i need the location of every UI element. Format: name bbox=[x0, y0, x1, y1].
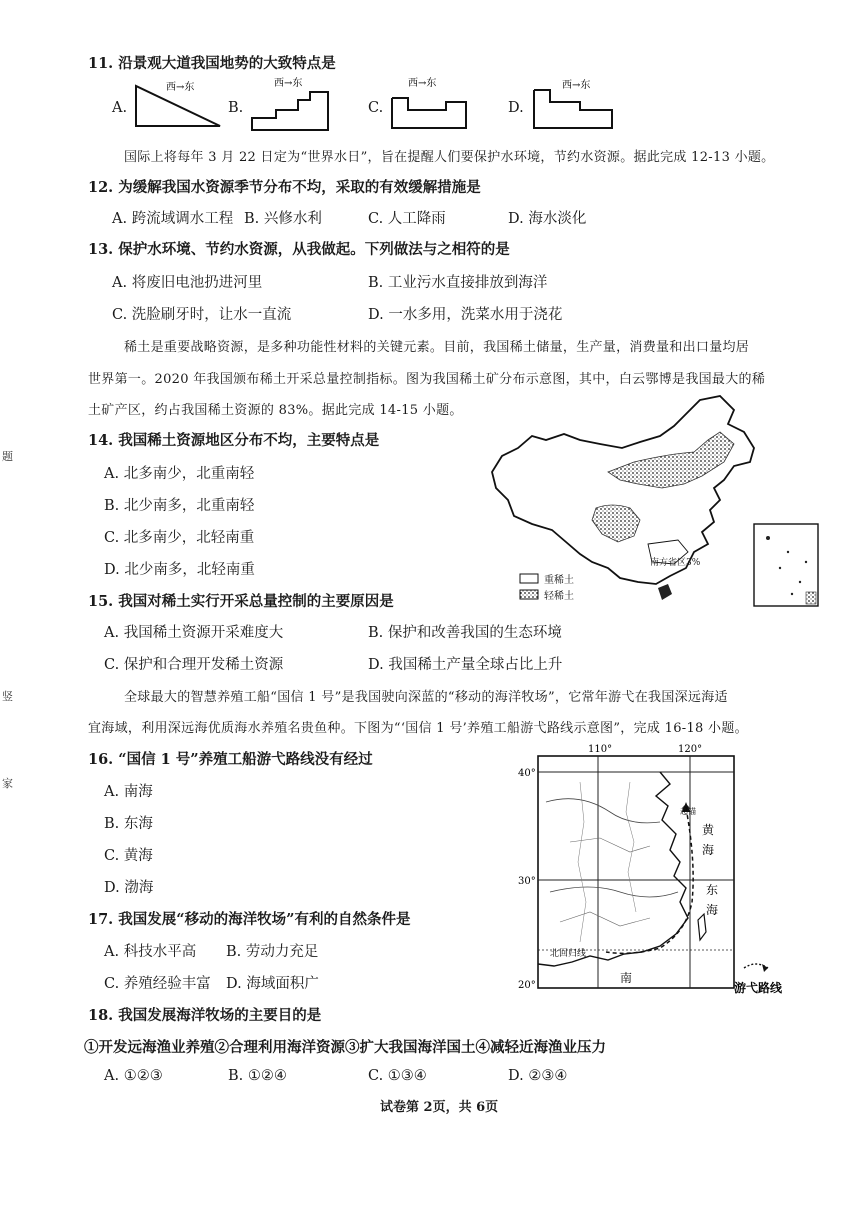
q15-option-a: A. 我国稀土资源开采难度大 bbox=[104, 625, 284, 641]
anchor-label: 起锚 bbox=[680, 807, 696, 816]
q13-option-d: D. 一水多用，洗菜水用于浇花 bbox=[368, 307, 563, 323]
question-15-stem: 15. 我国对稀土实行开采总量控制的主要原因是 bbox=[88, 593, 394, 610]
q17-option-a: A. 科技水平高 bbox=[104, 944, 197, 960]
q11-profile-c bbox=[388, 74, 474, 134]
china-rare-earth-map bbox=[488, 392, 826, 614]
q16-option-d: D. 渤海 bbox=[104, 880, 154, 896]
q11-dir-label: 西→东 bbox=[408, 78, 437, 89]
hainan-island bbox=[658, 584, 672, 600]
q17-option-d: D. 海域面积广 bbox=[226, 976, 319, 992]
guoxin-route-map bbox=[510, 742, 794, 998]
q17-option-b: B. 劳动力充足 bbox=[226, 944, 319, 960]
q13-option-a: A. 将废旧电池扔进河里 bbox=[112, 275, 263, 291]
passage-rare-earth-line2: 世界第一。2020 年我国颁布稀土开采总量控制指标。图为我国稀土矿分布示意图，其中，白云鄂博是我国最大的稀 bbox=[88, 372, 766, 387]
legend-heavy-swatch bbox=[520, 574, 538, 583]
question-18-stem: 18. 我国发展海洋牧场的主要目的是 bbox=[88, 1007, 322, 1024]
q12-option-a: A. 跨流域调水工程 bbox=[112, 211, 234, 227]
lat-label-40: 40° bbox=[518, 768, 536, 779]
q18-option-b: B. ①②④ bbox=[228, 1068, 287, 1084]
question-12-stem: 12. 为缓解我国水资源季节分布不均，采取的有效缓解措施是 bbox=[88, 179, 481, 196]
q11-dir-label: 西→东 bbox=[274, 78, 303, 89]
q15-option-d: D. 我国稀土产量全球占比上升 bbox=[368, 657, 563, 673]
q14-option-d: D. 北少南多，北轻南重 bbox=[104, 562, 255, 578]
lat-label-20: 20° bbox=[518, 980, 536, 991]
south-province-label: 南方省区3% bbox=[650, 558, 701, 568]
china-outline bbox=[492, 396, 754, 584]
passage-rare-earth-line1: 稀土是重要战略资源，是多种功能性材料的关键元素。目前，我国稀土储量，生产量，消费量和出口量均居 bbox=[124, 340, 750, 355]
q16-option-b: B. 东海 bbox=[104, 816, 153, 832]
q12-option-c: C. 人工降雨 bbox=[368, 211, 446, 227]
q17-option-c: C. 养殖经验丰富 bbox=[104, 976, 211, 992]
q11-profile-b bbox=[246, 74, 336, 134]
route-legend-label: 游弋路线 bbox=[734, 981, 783, 995]
q14-option-c: C. 北多南少，北轻南重 bbox=[104, 530, 255, 546]
q16-option-c: C. 黄海 bbox=[104, 848, 153, 864]
q18-option-a: A. ①②③ bbox=[104, 1068, 163, 1084]
q11-dir-label: 西→东 bbox=[166, 82, 195, 93]
margin-mark: 题 bbox=[2, 450, 13, 463]
question-14-stem: 14. 我国稀土资源地区分布不均，主要特点是 bbox=[88, 432, 380, 449]
q18-option-d: D. ②③④ bbox=[508, 1068, 568, 1084]
q11-profile-d bbox=[528, 72, 618, 134]
q11-option-c-label: C. bbox=[368, 100, 384, 116]
sea-label-dong: 东 bbox=[706, 883, 719, 897]
q15-option-c: C. 保护和合理开发稀土资源 bbox=[104, 657, 284, 673]
question-13-stem: 13. 保护水环境、节约水资源，从我做起。下列做法与之相符的是 bbox=[88, 241, 510, 258]
q12-option-b: B. 兴修水利 bbox=[244, 211, 322, 227]
q13-option-b: B. 工业污水直接排放到海洋 bbox=[368, 275, 548, 291]
q11-option-d-label: D. bbox=[508, 100, 524, 116]
sea-label-hai1: 海 bbox=[702, 843, 715, 857]
lon-label-110: 110° bbox=[588, 744, 613, 755]
q11-profile-a bbox=[132, 76, 224, 132]
sea-label-hai2: 海 bbox=[706, 903, 719, 917]
margin-mark: 竖 bbox=[2, 690, 13, 703]
q15-option-b: B. 保护和改善我国的生态环境 bbox=[368, 625, 562, 641]
sea-label-huang: 黄 bbox=[702, 823, 715, 837]
lat-label-30: 30° bbox=[518, 876, 536, 887]
lon-label-120: 120° bbox=[678, 744, 703, 755]
q14-option-b: B. 北少南多，北重南轻 bbox=[104, 498, 255, 514]
passage-water-day: 国际上将每年 3 月 22 日定为“世界水日”，旨在提醒人们要保护水环境，节约水资源。据此完成 12-13 小题。 bbox=[124, 150, 775, 165]
legend-heavy-label: 重稀土 bbox=[544, 575, 574, 586]
passage-rare-earth-line3: 土矿产区，约占我国稀土资源的 83%。据此完成 14-15 小题。 bbox=[88, 403, 463, 418]
margin-mark: 家 bbox=[2, 777, 13, 790]
q14-option-a: A. 北多南少，北重南轻 bbox=[104, 466, 255, 482]
question-17-stem: 17. 我国发展“移动的海洋牧场”有利的自然条件是 bbox=[88, 911, 411, 928]
page-footer: 试卷第 2页，共 6页 bbox=[380, 1100, 499, 1115]
q11-dir-label: 西→东 bbox=[562, 80, 591, 91]
legend-light-label: 轻稀土 bbox=[544, 591, 574, 602]
question-16-stem: 16. “国信 1 号”养殖工船游弋路线没有经过 bbox=[88, 751, 373, 768]
q18-statements: ①开发远海渔业养殖②合理利用海洋资源③扩大我国海洋国土④减轻近海渔业压力 bbox=[84, 1039, 606, 1056]
q13-option-c: C. 洗脸刷牙时，让水一直流 bbox=[112, 307, 292, 323]
passage-guoxin-line2: 宜海域，利用深远海优质海水养殖名贵鱼种。下图为“‘国信 1 号’养殖工船游弋路线示意图”，完成 16-18 小题。 bbox=[88, 721, 748, 736]
sea-label-nan: 南 bbox=[620, 971, 633, 985]
passage-guoxin-line1: 全球最大的智慧养殖工船“国信 1 号”是我国驶向深蓝的“移动的海洋牧场”，它常年游弋在我国深远海适 bbox=[124, 690, 728, 705]
q11-option-a-label: A. bbox=[112, 100, 128, 116]
q11-option-b-label: B. bbox=[228, 100, 244, 116]
q12-option-d: D. 海水淡化 bbox=[508, 211, 587, 227]
question-11-stem: 11. 沿景观大道我国地势的大致特点是 bbox=[88, 55, 336, 72]
q18-option-c: C. ①③④ bbox=[368, 1068, 427, 1084]
tropic-label: 北回归线 bbox=[550, 949, 587, 959]
legend-light-swatch bbox=[520, 590, 538, 599]
q16-option-a: A. 南海 bbox=[104, 784, 153, 800]
